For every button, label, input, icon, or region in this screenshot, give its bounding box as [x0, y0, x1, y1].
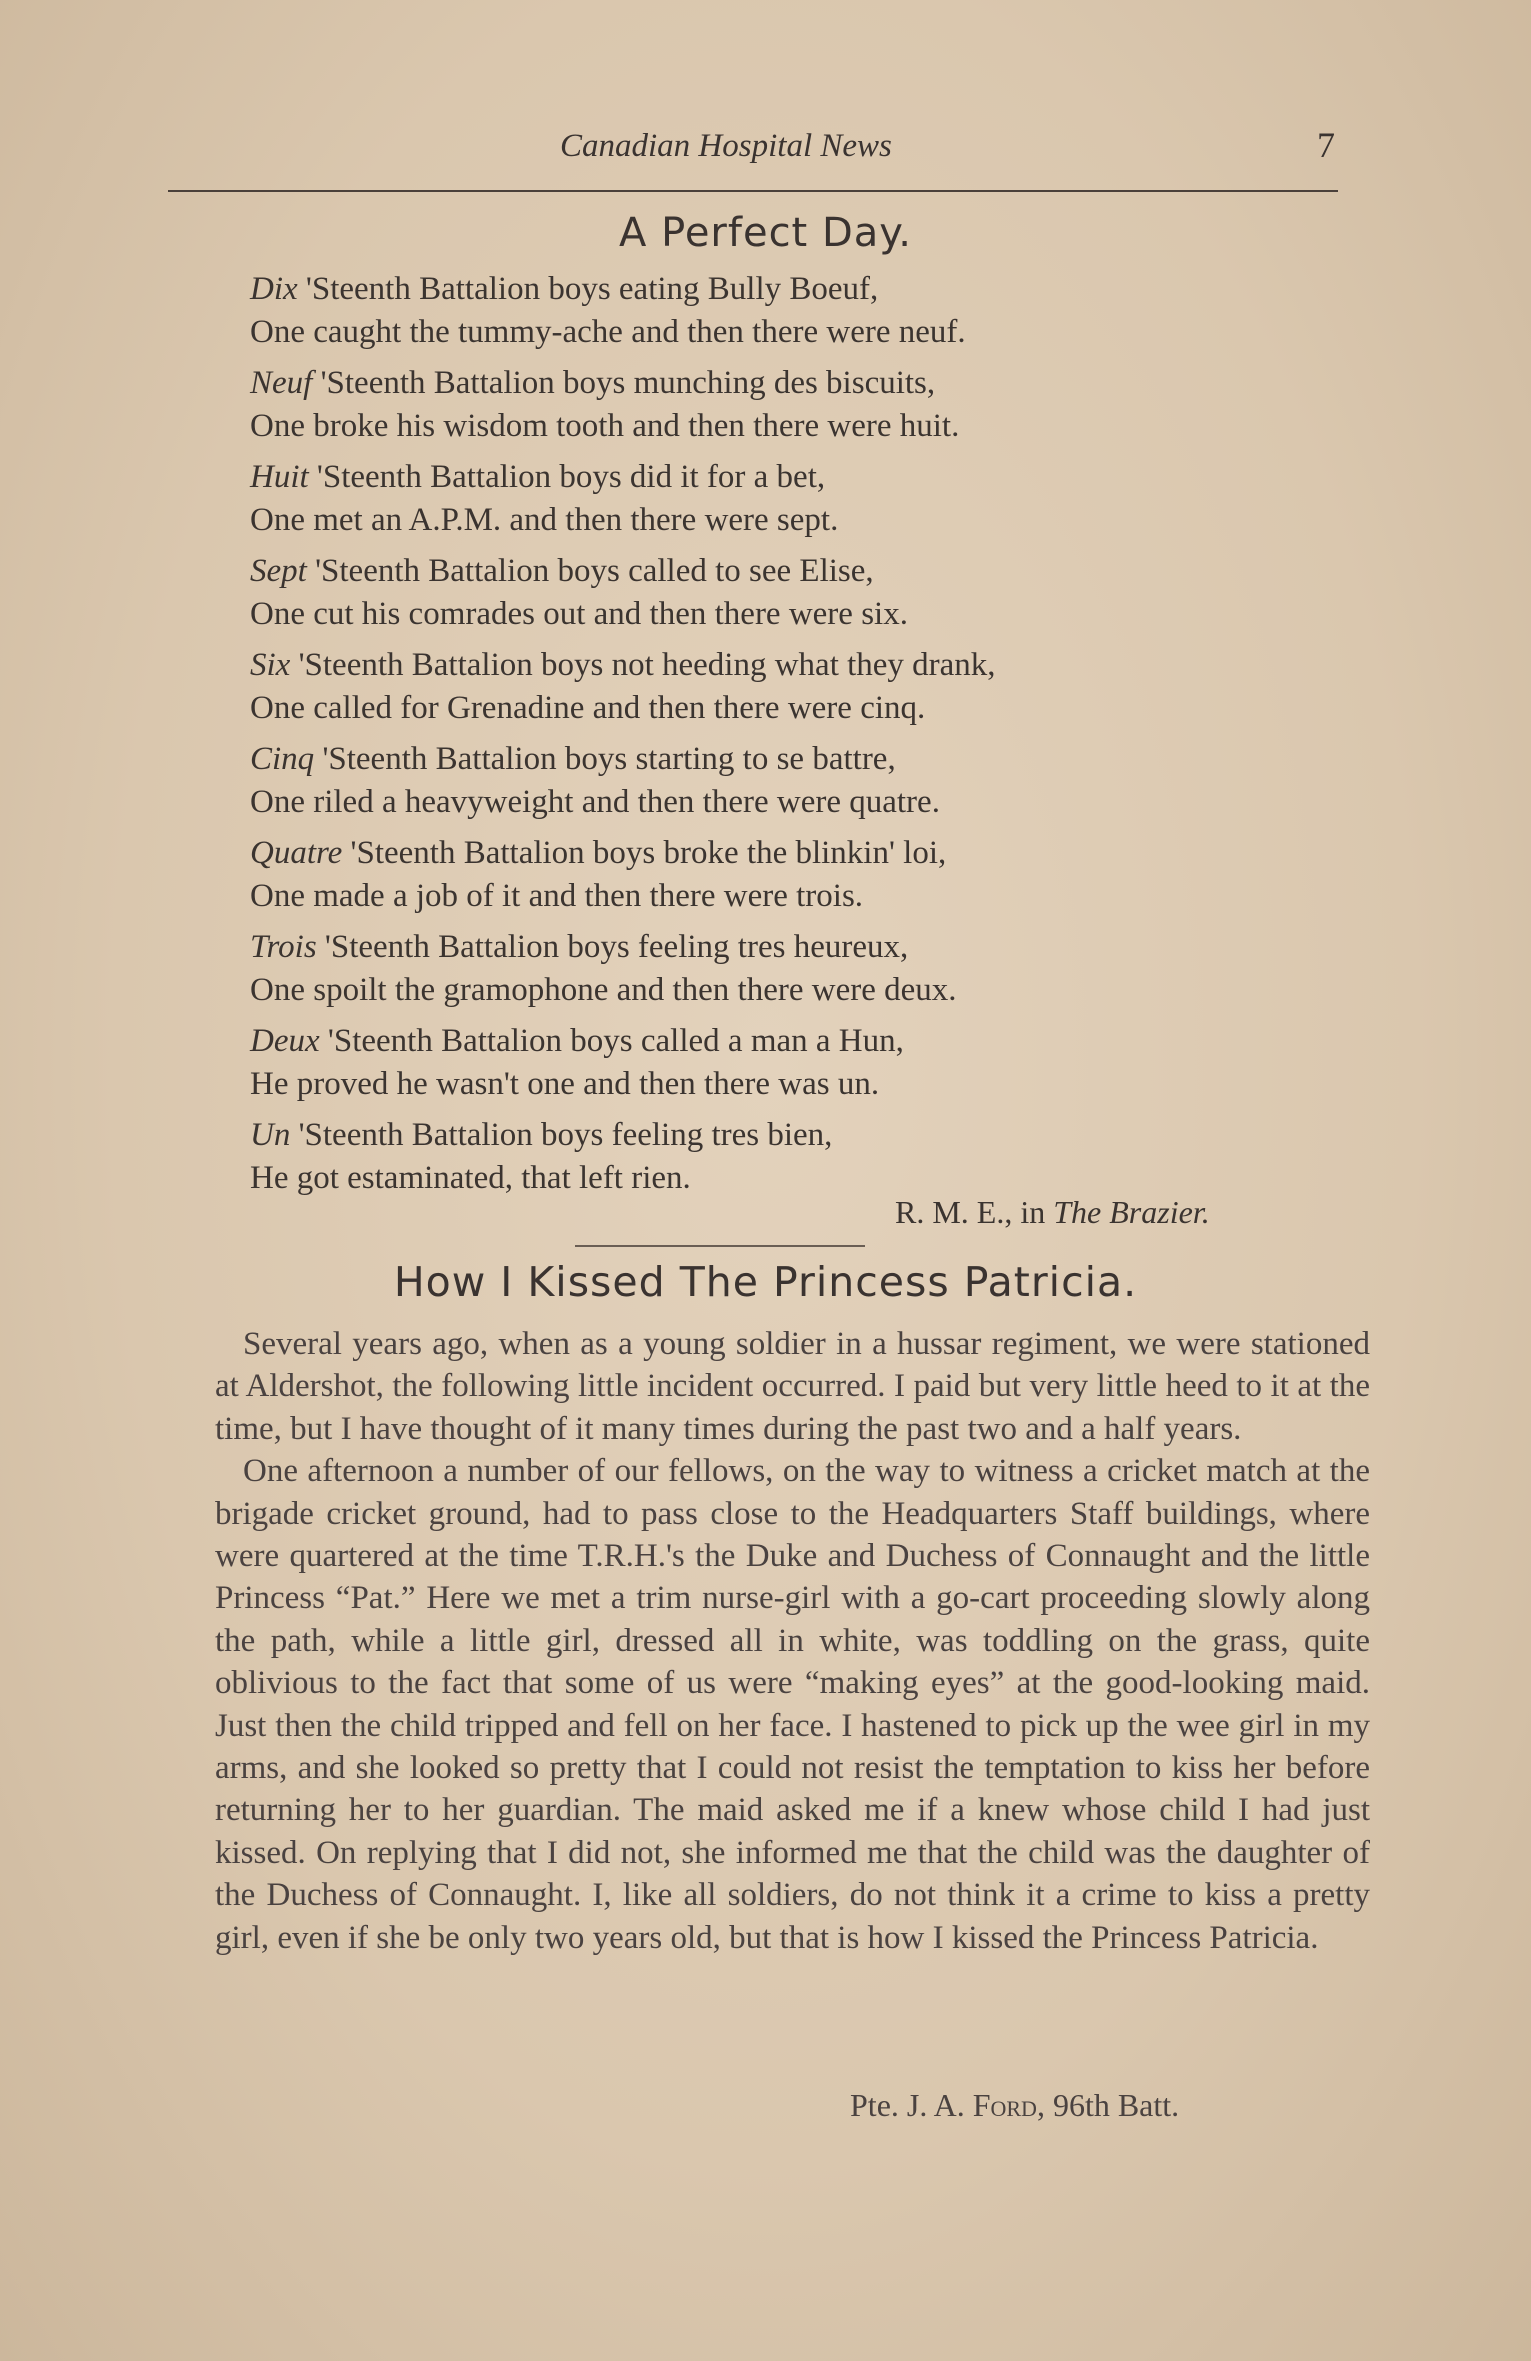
stanza-line-text: 'Steenth Battalion boys broke the blinkin' loi, — [342, 835, 947, 871]
stanza-line-text: 'Steenth Battalion boys munching des biscuits, — [312, 365, 936, 401]
stanza-line: He got estaminated, that left rien. — [250, 1160, 691, 1196]
stanza-line-text: 'Steenth Battalion boys called to see Elise, — [306, 553, 874, 589]
stanza-line — [250, 550, 1330, 593]
stanza-line: One broke his wisdom tooth and then there were huit. — [250, 408, 960, 444]
article-title: How I Kissed The Princess Patricia. — [393, 1258, 1138, 1306]
stanza-line: One riled a heavyweight and then there were quatre. — [250, 784, 940, 820]
stanza — [250, 1114, 1330, 1200]
stanza-first-word: Six — [250, 647, 291, 683]
stanza-line-text: 'Steenth Battalion boys starting to se battre, — [314, 741, 896, 777]
poem-attribution-author: R. M. E., in — [895, 1194, 1054, 1230]
stanza-line — [250, 1020, 1330, 1063]
stanza-line-text: 'Steenth Battalion boys called a man a Hun, — [319, 1023, 904, 1059]
poem-attribution-source: The Brazier. — [1053, 1194, 1210, 1230]
article-attribution-suffix: , 96th Batt. — [1036, 2087, 1180, 2123]
stanza-first-word: Un — [250, 1117, 291, 1153]
article-body — [215, 1323, 1370, 1959]
stanza-line-text: 'Steenth Battalion boys feeling tres heureux, — [316, 929, 909, 965]
stanza-line — [250, 456, 1330, 499]
stanza-first-word: Neuf — [250, 365, 313, 401]
header-rule — [168, 190, 1338, 192]
stanza-line: He proved he wasn't one and then there was un. — [250, 1066, 880, 1102]
stanza — [250, 456, 1330, 542]
stanza-line-text: 'Steenth Battalion boys eating Bully Boeuf, — [297, 271, 879, 307]
stanza — [250, 644, 1330, 730]
stanza-line — [250, 832, 1330, 875]
stanza-line — [250, 362, 1330, 405]
stanza — [250, 738, 1330, 824]
stanza-line — [250, 738, 1330, 781]
poem-attribution — [895, 1194, 1210, 1231]
poem — [250, 268, 1330, 1208]
article-attribution — [850, 2087, 1179, 2124]
stanza-first-word: Sept — [250, 553, 307, 589]
stanza-first-word: Trois — [250, 929, 317, 965]
stanza — [250, 1020, 1330, 1106]
section-divider — [575, 1245, 865, 1247]
stanza — [250, 832, 1330, 918]
page-header — [170, 125, 1335, 178]
stanza-line-text: 'Steenth Battalion boys feeling tres bien, — [290, 1117, 833, 1153]
stanza-line: One caught the tummy-ache and then there were neuf. — [250, 314, 966, 350]
running-title: Canadian Hospital News — [560, 128, 892, 164]
article-attribution-name: Ford — [972, 2087, 1037, 2123]
stanza-first-word: Dix — [250, 271, 298, 307]
stanza-line: One cut his comrades out and then there were six. — [250, 596, 908, 632]
stanza-line — [250, 1114, 1330, 1157]
page-number: 7 — [1317, 125, 1335, 165]
stanza-line-text: 'Steenth Battalion boys did it for a bet, — [308, 459, 826, 495]
stanza — [250, 926, 1330, 1012]
stanza-line-text: 'Steenth Battalion boys not heeding what they drank, — [290, 647, 996, 683]
stanza-first-word: Deux — [250, 1023, 320, 1059]
stanza-first-word: Huit — [250, 459, 309, 495]
article-attribution-prefix: Pte. J. A. — [850, 2087, 973, 2123]
stanza — [250, 550, 1330, 636]
stanza-line — [250, 268, 1330, 311]
poem-title: A Perfect Day. — [619, 210, 912, 256]
stanza-line: One spoilt the gramophone and then there were deux. — [250, 972, 957, 1008]
stanza-line — [250, 644, 1330, 687]
stanza-line: One made a job of it and then there were trois. — [250, 878, 864, 914]
stanza-line: One met an A.P.M. and then there were sept. — [250, 502, 839, 538]
stanza-line: One called for Grenadine and then there were cinq. — [250, 690, 926, 726]
article-paragraph: One afternoon a number of our fellows, on the way to witness a cricket match at the brigade cricket ground, had to pass close to the Headquarters Staff buildings, where were quartered at the time T.R.H.'s the Duke and Duchess of Connaught and the little Princess “Pat.” Here we met a trim nurse-girl with a go-cart proceeding slowly along the path, while a little girl, dressed all in white, was toddling on the grass, quite oblivious to the fact that some of us were “making eyes” at the good-looking maid. Just then the child tripped and fell on her face. I hastened to pick up the wee girl in my arms, and she looked so pretty that I could not resist the temptation to kiss her before returning her to her guardian. The maid asked me if a knew whose child I had just kissed. On replying that I did not, she informed me that the child was the daughter of the Duchess of Connaught. I, like all soldiers, do not think it a crime to kiss a pretty girl, even if she be only two years old, but that is how I kissed the Princess Patricia. — [215, 1453, 1370, 1956]
stanza-first-word: Quatre — [250, 835, 343, 871]
stanza — [250, 268, 1330, 354]
stanza-first-word: Cinq — [250, 741, 315, 777]
stanza-line — [250, 926, 1330, 969]
article-paragraph: Several years ago, when as a young soldier in a hussar regiment, we were stationed at Aldershot, the following little incident occurred. I paid but very little heed to it at the time, but I have thought of it many times during the past two and a half years. — [215, 1326, 1370, 1447]
stanza — [250, 362, 1330, 448]
